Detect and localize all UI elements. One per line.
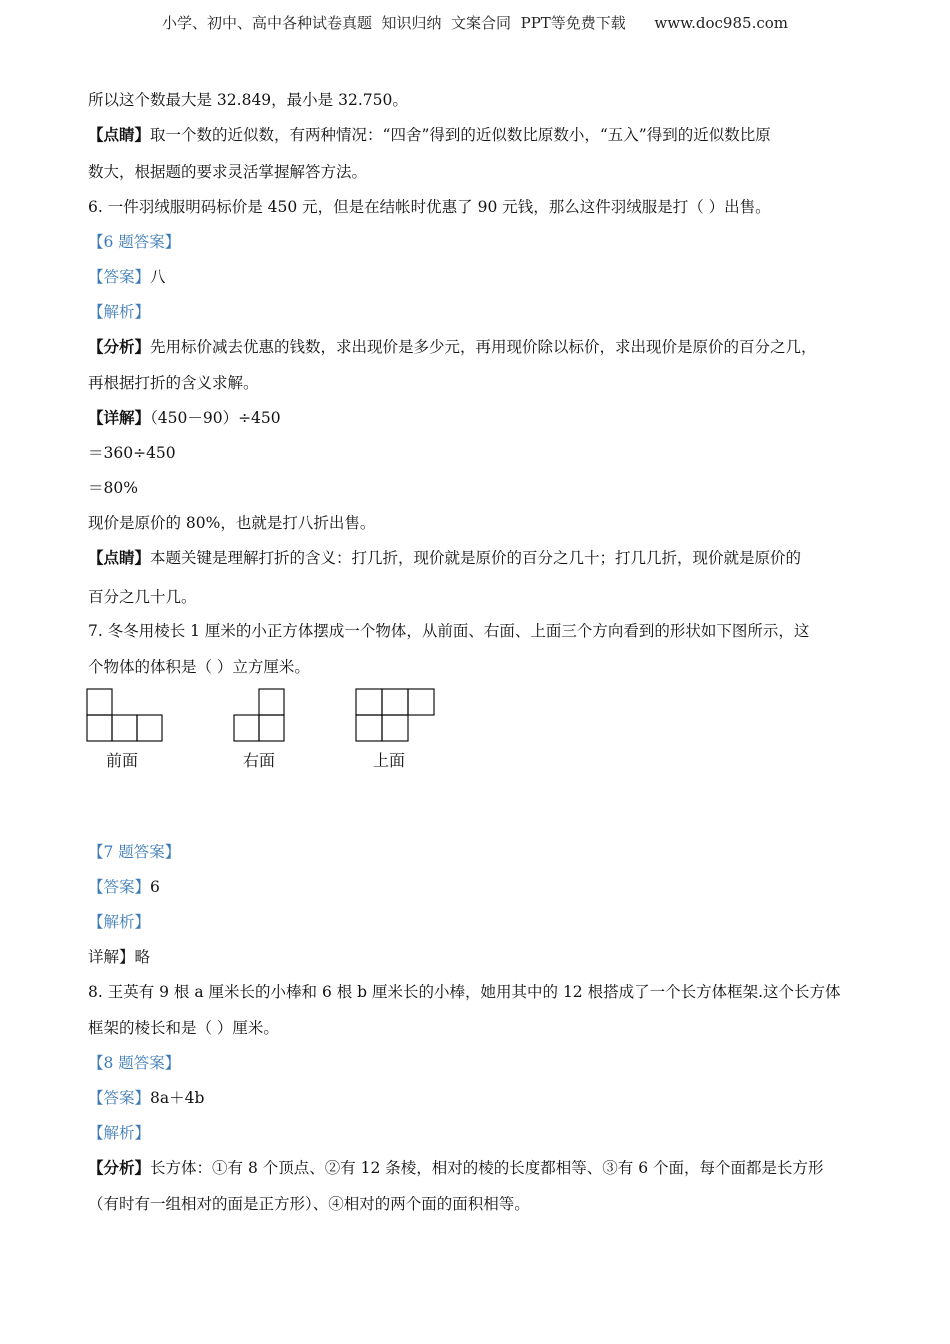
text-line-2 — [88, 125, 771, 145]
tag-dianjing: 【点睛】 — [88, 125, 151, 144]
top-view-cell — [382, 715, 408, 741]
comment-6-body: 本题关键是理解打折的含义：打几折，现价就是原价的百分之几十；打几几折，现价就是原价的 — [150, 549, 802, 567]
top-view-cell — [382, 689, 408, 715]
tag-fenxi-8: 【分析】 — [88, 1158, 151, 1177]
front-view-label: 前面 — [106, 751, 139, 770]
detail-7: 详解】略 — [88, 948, 151, 966]
answer-heading-7: 【7 题答案】 — [88, 843, 181, 861]
tag-daan-7: 【答案】 — [88, 878, 151, 896]
analysis-8-line-1 — [88, 1158, 824, 1178]
tag-dianjing-6: 【点睛】 — [88, 548, 151, 567]
analysis-heading-6: 【解析】 — [88, 303, 151, 321]
comment-6-line-2: 百分之几十几。 — [88, 588, 197, 606]
answer-heading-6: 【6 题答案】 — [88, 233, 181, 251]
front-view-cell — [87, 689, 112, 715]
front-view-cell — [87, 715, 112, 741]
detail-6-line-1 — [88, 408, 281, 428]
top-view-cell — [408, 689, 434, 715]
detail-6-line-4: 现价是原价的 80%，也就是打八折出售。 — [88, 514, 376, 532]
answer-6-value: 八 — [150, 268, 166, 286]
question-8-line-2: 框架的棱长和是（ ）厘米。 — [88, 1019, 279, 1037]
answer-8-value: 8a＋4b — [150, 1089, 205, 1107]
answer-7-value: 6 — [150, 878, 160, 896]
top-view — [356, 689, 434, 741]
text-line-1: 所以这个数最大是 32.849，最小是 32.750。 — [88, 91, 408, 109]
analysis-6-body: 先用标价减去优惠的钱数，求出现价是多少元，再用现价除以标价，求出现价是原价的百分之几， — [150, 338, 817, 356]
analysis-6-line-1 — [88, 337, 817, 357]
analysis-6-line-2: 再根据打折的含义求解。 — [88, 374, 259, 392]
detail-6-line-2: ＝360÷450 — [88, 444, 176, 462]
right-view-label: 右面 — [243, 751, 276, 770]
right-view — [234, 689, 284, 741]
answer-7 — [88, 877, 160, 897]
question-8-line-1: 8. 王英有 9 根 a 厘米长的小棒和 6 根 b 厘米长的小棒，她用其中的 12 根搭成了一个长方体框架.这个长方体 — [88, 983, 841, 1001]
answer-6 — [88, 267, 166, 287]
three-view-figure — [86, 688, 446, 778]
front-view — [87, 689, 162, 741]
right-view-cell — [234, 715, 259, 741]
right-view-cell — [259, 689, 284, 715]
top-view-cell — [356, 715, 382, 741]
tag-daan-8: 【答案】 — [88, 1089, 151, 1107]
analysis-8-body: 长方体：①有 8 个顶点、②有 12 条棱，相对的棱的长度都相等、③有 6 个面，每个面都是长方形 — [150, 1159, 824, 1177]
analysis-heading-8: 【解析】 — [88, 1124, 151, 1142]
question-7-line-1: 7. 冬冬用棱长 1 厘米的小正方体摆成一个物体，从前面、右面、上面三个方向看到的形状如下图所示，这 — [88, 622, 810, 640]
front-view-cell — [112, 715, 137, 741]
three-view-drawing — [86, 688, 446, 748]
tag-daan: 【答案】 — [88, 268, 151, 286]
answer-heading-8: 【8 题答案】 — [88, 1054, 181, 1072]
detail-6-line-3: ＝80% — [88, 479, 138, 497]
comment-6-line-1 — [88, 548, 801, 568]
analysis-heading-7: 【解析】 — [88, 913, 151, 931]
right-view-cell — [259, 715, 284, 741]
answer-8 — [88, 1088, 204, 1108]
detail-6-body: （450－90）÷450 — [150, 409, 281, 427]
analysis-8-line-2: （有时有一组相对的面是正方形）、④相对的两个面的面积相等。 — [88, 1195, 530, 1213]
question-6: 6. 一件羽绒服明码标价是 450 元，但是在结帐时优惠了 90 元钱，那么这件羽绒服是打（ ）出售。 — [88, 198, 771, 216]
question-7-line-2: 个物体的体积是（ ）立方厘米。 — [88, 658, 310, 676]
tag-fenxi: 【分析】 — [88, 337, 151, 356]
line-2-body: 取一个数的近似数，有两种情况：“四舍”得到的近似数比原数小，“五入”得到的近似数比原 — [150, 126, 771, 144]
front-view-cell — [137, 715, 162, 741]
tag-xiangjie: 【详解】 — [88, 408, 151, 427]
top-view-label: 上面 — [373, 751, 406, 770]
page-header: 小学、初中、高中各种试卷真题 知识归纳 文案合同 PPT等免费下载 www.doc985.com — [161, 14, 788, 32]
top-view-cell — [356, 689, 382, 715]
text-line-3: 数大，根据题的要求灵活掌握解答方法。 — [88, 163, 368, 181]
